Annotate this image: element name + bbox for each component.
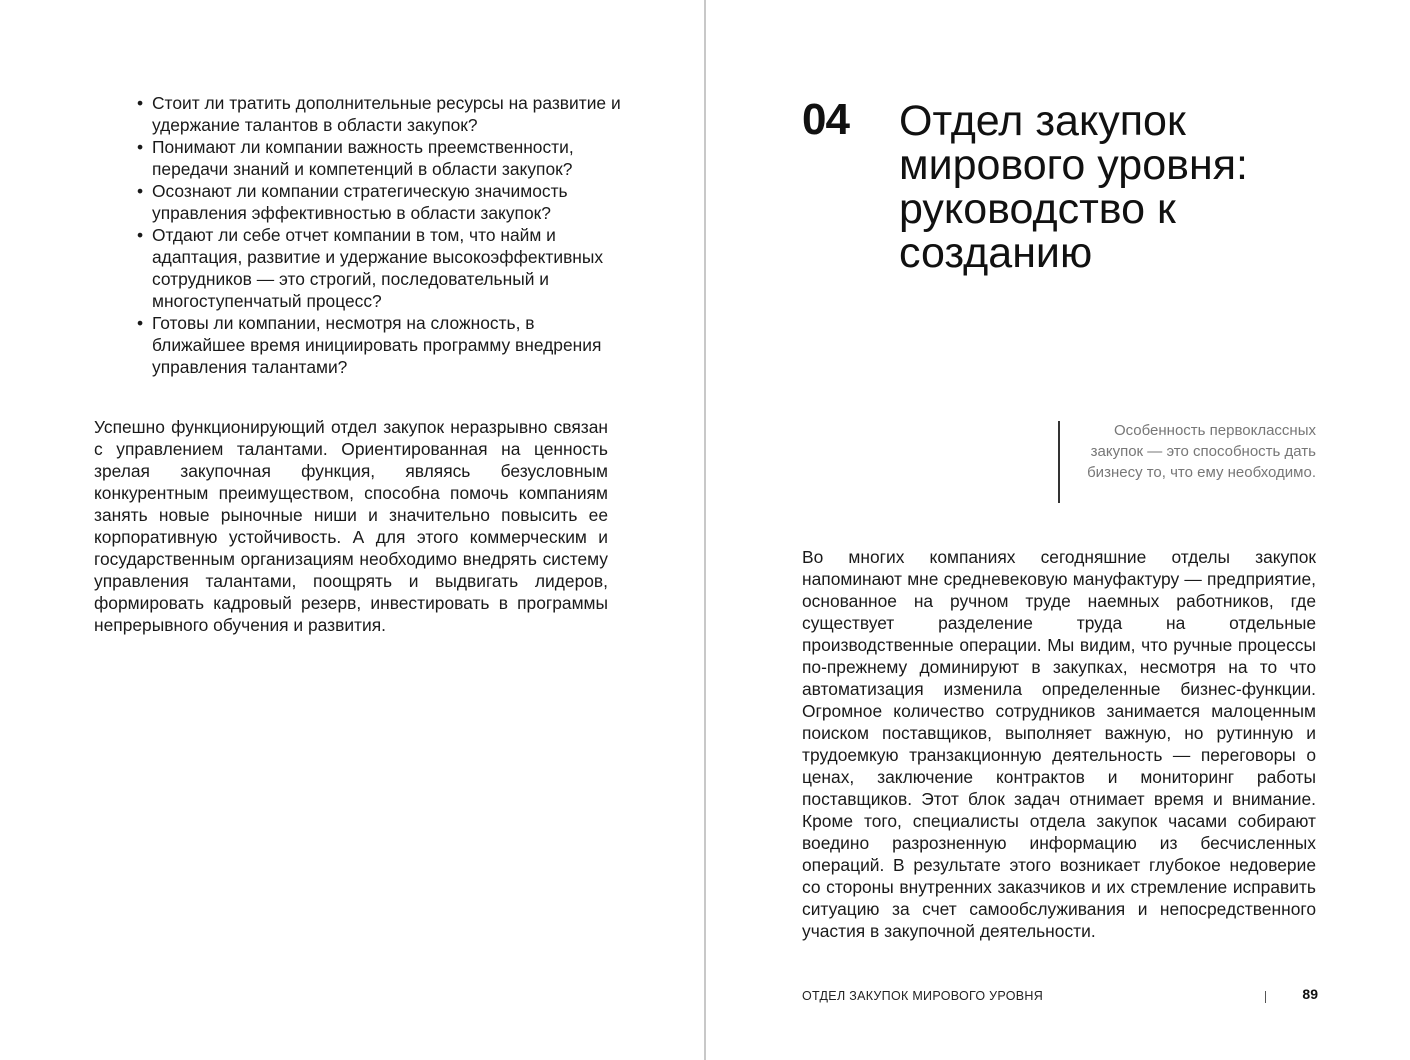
list-item: • Понимают ли компании важность преемственности, передачи знаний и компетенций в области закупок? [152, 136, 622, 180]
pull-quote: Особенность первоклассных закупок — это способность дать бизнесу то, что ему необходимо. [1087, 422, 1316, 481]
page-number: 89 [1302, 986, 1318, 1002]
chapter-title: Отдел закупок мирового уровня: руководство к созданию [899, 97, 1248, 277]
list-item: • Отдают ли себе отчет компании в том, что найм и адаптация, развитие и удержание высокоэффективных сотрудников — это строгий, последовательный и многоступенчатый процесс? [152, 224, 622, 312]
left-page [0, 0, 704, 1060]
list-item: • Готовы ли компании, несмотря на сложность, в ближайшее время инициировать программу внедрения управления талантами? [152, 312, 622, 378]
right-page [706, 0, 1410, 1060]
chapter-number: 04 [802, 95, 849, 144]
list-item: • Осознают ли компании стратегическую значимость управления эффективностью в области закупок? [152, 180, 622, 224]
body-paragraph: Во многих компаниях сегодняшние отделы закупок напоминают мне средневековую мануфактуру — предприятие, основанное на ручном труде наемных работников, где существует разделение труда на отдельные производственные операции. Мы видим, что ручные процессы по-прежнему доминируют в закупках, несмотря на то что автоматизация изменила определенные бизнес-функции. Огромное количество сотрудников занимается малоценным поиском поставщиков, выполняет важную, но рутинную и трудоемкую транзакционную деятельность — переговоры о ценах, заключение контрактов и мониторинг работы поставщиков. Этот блок задач отнимает время и внимание. Кроме того, специалисты отдела закупок часами собирают воедино разрозненную информацию из бесчисленных операций. В результате этого возникает глубокое недоверие со стороны внутренних заказчиков и их стремление исправить ситуацию за счет самообслуживания и непосредственного участия в закупочной деятельности. [802, 547, 1316, 941]
footer-separator [1265, 991, 1266, 1003]
question-list [152, 92, 622, 378]
running-footer-title: ОТДЕЛ ЗАКУПОК МИРОВОГО УРОВНЯ [802, 989, 1044, 1003]
body-paragraph: Успешно функционирующий отдел закупок неразрывно связан с управлением талантами. Ориентированная на ценность зрелая закупочная функция, являясь безусловным конкурентным преимуществом, способна помочь компаниям занять новые рыночные ниши и значительно повысить ее корпоративную устойчивость. А для этого коммерческим и государственным организациям необходимо внедрять систему управления талантами, поощрять и выдвигать лидеров, формировать кадровый резерв, инвестировать в программы непрерывного обучения и развития. [94, 417, 608, 635]
list-item: • Стоит ли тратить дополнительные ресурсы на развитие и удержание талантов в области закупок? [152, 92, 622, 136]
